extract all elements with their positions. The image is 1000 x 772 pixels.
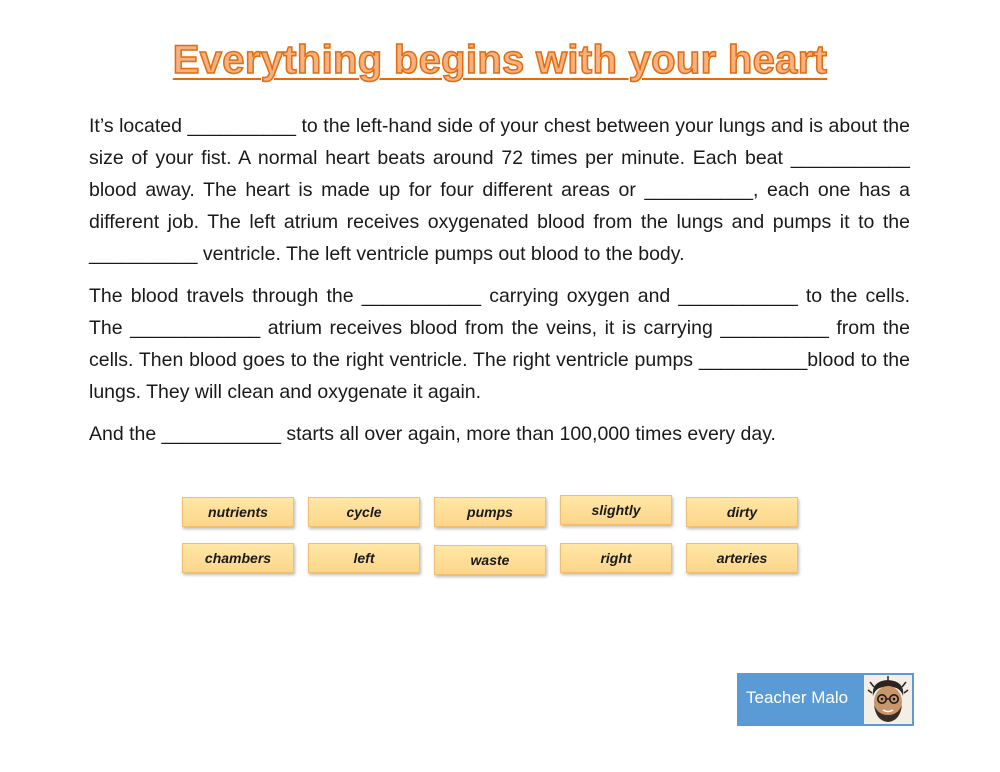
- paragraph-1: It’s located __________ to the left-hand side of your chest between your lungs and is about the size of your fist. A normal heart beats around 72 times per minute. Each beat ___________ blood away. The heart is made up for four different areas or __________, each one has a different job. The left atrium receives oxygenated blood from the lungs and pumps it to the __________ ventricle. The left ventricle pumps out blood to the body.: [89, 115, 910, 265]
- word-bank: [182, 497, 798, 573]
- word-chip-left[interactable]: left: [308, 543, 420, 573]
- word-chip-arteries[interactable]: arteries: [686, 543, 798, 573]
- word-chip-slightly[interactable]: slightly: [560, 495, 672, 525]
- avatar: [864, 675, 912, 724]
- page-title: Everything begins with your heart: [172, 38, 828, 82]
- word-chip-cycle[interactable]: cycle: [308, 497, 420, 527]
- avatar-face-icon: [864, 675, 912, 724]
- word-chip-waste[interactable]: waste: [434, 545, 546, 575]
- cloze-text: [89, 110, 910, 460]
- word-chip-right[interactable]: right: [560, 543, 672, 573]
- word-chip-chambers[interactable]: chambers: [182, 543, 294, 573]
- word-chip-dirty[interactable]: dirty: [686, 497, 798, 527]
- word-chip-pumps[interactable]: pumps: [434, 497, 546, 527]
- paragraph-3: And the ___________ starts all over again, more than 100,000 times every day.: [89, 423, 776, 445]
- paragraph-2: The blood travels through the ___________ carrying oxygen and ___________ to the cells. The ____________ atrium receives blood from the veins, it is carrying __________ from the cells. Then blood goes to the right ventricle. The right ventricle pumps __________blood to the lungs. They will clean and oxygenate it again.: [89, 285, 910, 403]
- word-chip-nutrients[interactable]: nutrients: [182, 497, 294, 527]
- teacher-badge: [737, 673, 914, 726]
- teacher-name: Teacher Malo: [746, 688, 849, 707]
